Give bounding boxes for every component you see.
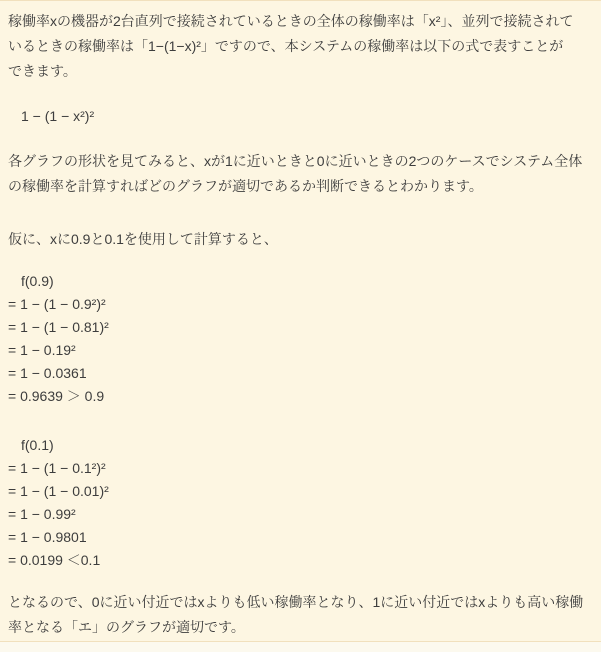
- explanation-content: [0, 1, 601, 640]
- calculation-f09: [8, 270, 593, 408]
- intro-line-1: 稼働率xの機器が2台直列で接続されているときの全体の稼働率は「x²」、並列で接続されて: [8, 13, 574, 29]
- calc-f01-step-4: = 1 − 0.9801: [8, 529, 87, 545]
- calc-f01-label: f(0.1): [21, 437, 54, 453]
- formula-line: 1 − (1 − x²)²: [21, 108, 95, 124]
- calc-f01-step-2: = 1 − (1 − 0.01)²: [8, 483, 109, 499]
- calc-f09-step-1: = 1 − (1 − 0.9²)²: [8, 296, 106, 312]
- calculation-f01: [8, 434, 593, 572]
- conclusion-paragraph: [8, 590, 593, 640]
- intro-paragraph: [8, 9, 593, 84]
- calc-f09-step-3: = 1 − 0.19²: [8, 342, 76, 358]
- intro-line-2: いるときの稼働率は「1−(1−x)²」ですので、本システムの稼働率は以下の式で表すことが: [8, 38, 564, 54]
- graph-shape-paragraph: [8, 149, 593, 199]
- graph-line-1: 各グラフの形状を見てみると、xが1に近いときと0に近いときの2つのケースでシステム全体: [8, 153, 583, 169]
- system-availability-formula: [8, 104, 593, 129]
- calc-f09-result: = 0.9639 ＞ 0.9: [8, 388, 105, 404]
- conclusion-line-1: となるので、0に近い付近ではxよりも低い稼働率となり、1に近い付近ではxよりも高い稼働: [8, 594, 584, 610]
- calc-f01-result: = 0.0199 ＜0.1: [8, 552, 101, 568]
- conclusion-line-2: 率となる「エ」のグラフが適切です。: [8, 619, 245, 635]
- calc-f01-step-1: = 1 − (1 − 0.1²)²: [8, 460, 106, 476]
- graph-line-2: の稼働率を計算すればどのグラフが適切であるか判断できるとわかります。: [8, 178, 483, 194]
- calc-f09-step-2: = 1 − (1 − 0.81)²: [8, 319, 109, 335]
- assumption-paragraph: [8, 227, 593, 252]
- calc-f09-step-4: = 1 − 0.0361: [8, 365, 87, 381]
- calc-f09-label: f(0.9): [21, 273, 54, 289]
- intro-line-3: できます。: [8, 63, 77, 79]
- assumption-line: 仮に、xに0.9と0.1を使用して計算すると、: [8, 231, 278, 247]
- calc-f01-step-3: = 1 − 0.99²: [8, 506, 76, 522]
